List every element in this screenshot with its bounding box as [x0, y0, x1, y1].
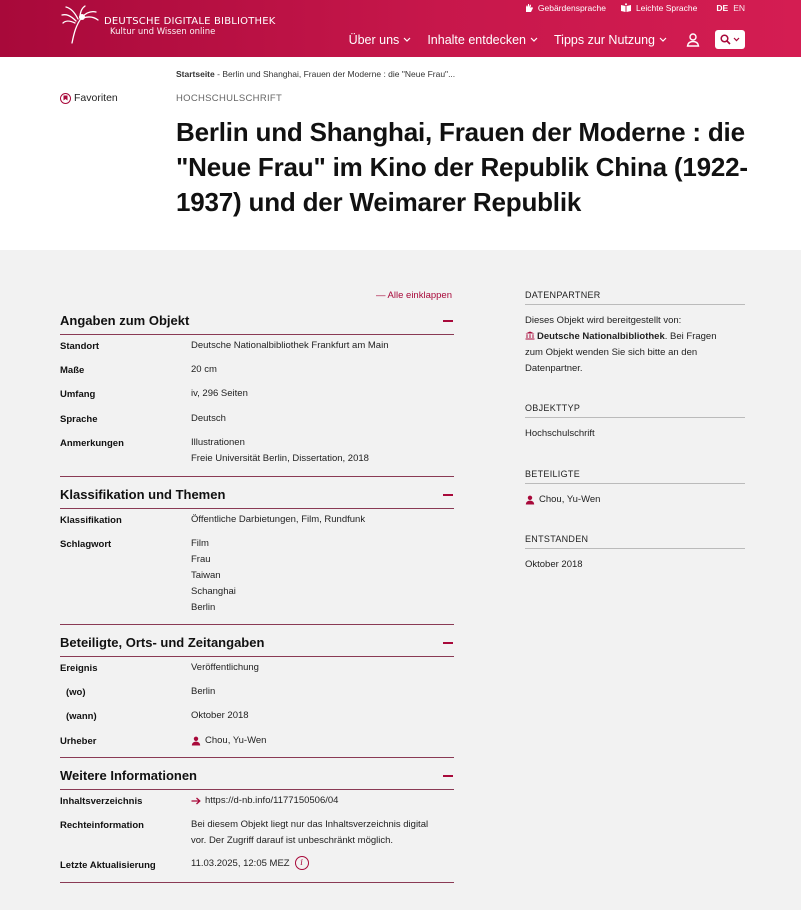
info-icon[interactable]: i: [295, 856, 309, 870]
sidebar-heading-objekttyp: OBJEKTTYP: [525, 403, 745, 418]
field-value: Deutsch: [191, 413, 226, 424]
search-icon: [720, 34, 731, 45]
site-header: [0, 0, 801, 57]
divider: [60, 624, 454, 625]
language-switch: [711, 3, 745, 13]
easy-language-link[interactable]: Leichte Sprache: [620, 3, 697, 13]
collapse-icon: [443, 642, 453, 644]
nav-inhalte-entdecken[interactable]: Inhalte entdecken: [427, 33, 538, 47]
field-value: 11.03.2025, 12:05 MEZ i: [191, 856, 309, 872]
keyword: Schanghai: [191, 586, 236, 597]
chevron-down-icon: [530, 37, 538, 42]
field-label: Umfang: [60, 389, 96, 400]
logo-subtitle: Kultur und Wissen online: [110, 27, 216, 37]
utility-nav: [510, 3, 745, 13]
sidebar-heading-datenpartner: DATENPARTNER: [525, 290, 745, 305]
breadcrumb: Startseite - Berlin und Shanghai, Frauen der Moderne : die "Neue Frau"...: [176, 69, 456, 79]
divider: [60, 757, 454, 758]
field-label: (wo): [66, 687, 86, 698]
partner-link[interactable]: Deutsche Nationalbibliothek: [537, 331, 665, 342]
field-value: Öffentliche Darbietungen, Film, Rundfunk: [191, 514, 366, 525]
search-button[interactable]: [715, 30, 745, 49]
ddb-logo-icon: [60, 5, 100, 45]
field-value: Veröffentlichung: [191, 662, 259, 673]
object-header: [0, 57, 801, 250]
field-label: Inhaltsverzeichnis: [60, 796, 143, 807]
field-value: Illustrationen Freie Universität Berlin, Dissertation, 2018: [191, 437, 369, 464]
field-label: Maße: [60, 365, 85, 376]
chevron-down-icon: [733, 37, 740, 42]
page-title: Berlin und Shanghai, Frauen der Moderne : die "Neue Frau" im Kino der Republik China (1922-1937) und der Weimarer Republik: [176, 117, 748, 217]
person-icon: [525, 495, 535, 505]
sign-language-icon: [524, 3, 534, 13]
divider: [60, 476, 454, 477]
main-nav: [333, 30, 745, 49]
easy-language-icon: [620, 3, 632, 13]
section-angaben-zum-objekt[interactable]: Angaben zum Objekt: [60, 313, 454, 335]
field-value: Deutsche Nationalbibliothek Frankfurt am Main: [191, 340, 389, 351]
field-label: Standort: [60, 341, 100, 352]
creator-link[interactable]: Chou, Yu-Wen: [191, 733, 266, 749]
sign-language-link[interactable]: Gebärdensprache: [524, 3, 606, 13]
created-value: Oktober 2018: [525, 559, 583, 570]
user-icon[interactable]: [685, 32, 701, 48]
section-weitere-informationen[interactable]: Weitere Informationen: [60, 768, 454, 790]
field-value: Bei diesem Objekt liegt nur das Inhaltsverzeichnis digital vor. Der Zugriff darauf ist unbeschränkt möglich.: [191, 819, 429, 846]
sidebar-heading-entstanden: ENTSTANDEN: [525, 534, 745, 549]
field-label: Klassifikation: [60, 515, 122, 526]
keyword-list: [191, 536, 236, 616]
logo-title: DEUTSCHE DIGITALE BIBLIOTHEK: [104, 16, 276, 27]
person-icon: [191, 736, 201, 746]
lang-de[interactable]: DE: [716, 3, 729, 13]
bookmark-icon: [60, 93, 71, 104]
toc-link[interactable]: https://d-nb.info/1177150506/04: [191, 793, 338, 809]
breadcrumb-home[interactable]: Startseite: [176, 69, 215, 79]
divider: [60, 882, 454, 883]
field-label: Rechteinformation: [60, 820, 144, 831]
chevron-down-icon: [403, 37, 411, 42]
field-label: Ereignis: [60, 663, 98, 674]
sidebar-heading-beteiligte: BETEILIGTE: [525, 469, 745, 484]
participant-link[interactable]: Chou, Yu-Wen: [525, 492, 745, 508]
field-label: Urheber: [60, 736, 97, 747]
field-value: 20 cm: [191, 364, 217, 375]
keyword: Taiwan: [191, 570, 221, 581]
field-label: Schlagwort: [60, 539, 112, 550]
partner-info: Dieses Objekt wird bereitgestellt von: Deutsche Nationalbibliothek. Bei Fragen zum Objekt wenden Sie sich bitte an den Datenpartner.: [525, 315, 717, 374]
breadcrumb-current: Berlin und Shanghai, Frauen der Moderne : die "Neue Frau"...: [222, 69, 456, 79]
chevron-down-icon: [659, 37, 667, 42]
field-label: Anmerkungen: [60, 438, 124, 449]
object-type-value: Hochschulschrift: [525, 428, 595, 439]
field-value: Oktober 2018: [191, 710, 249, 721]
keyword: Film: [191, 538, 209, 549]
ddb-logo[interactable]: [60, 5, 276, 45]
nav-tipps-zur-nutzung[interactable]: Tipps zur Nutzung: [554, 33, 667, 47]
keyword: Frau: [191, 554, 211, 565]
field-value: iv, 296 Seiten: [191, 388, 248, 399]
field-label: (wann): [66, 711, 97, 722]
nav-ueber-uns[interactable]: Über uns: [349, 33, 412, 47]
field-label: Sprache: [60, 414, 98, 425]
collapse-all-link[interactable]: — Alle einklappen: [375, 290, 452, 301]
section-klassifikation-und-themen[interactable]: Klassifikation und Themen: [60, 487, 454, 509]
collapse-icon: [443, 775, 453, 777]
lang-en[interactable]: EN: [733, 3, 745, 13]
keyword: Berlin: [191, 602, 216, 613]
arrow-right-icon: [191, 797, 201, 805]
field-value: Berlin: [191, 686, 216, 697]
collapse-icon: [443, 320, 453, 322]
collapse-icon: [443, 494, 453, 496]
field-label: Letzte Aktualisierung: [60, 860, 156, 871]
document-type: HOCHSCHULSCHRIFT: [176, 93, 283, 104]
institution-icon: [525, 331, 535, 340]
section-beteiligte-orts-zeitangaben[interactable]: Beteiligte, Orts- und Zeitangaben: [60, 635, 454, 657]
favorites-button[interactable]: Favoriten: [60, 92, 118, 104]
